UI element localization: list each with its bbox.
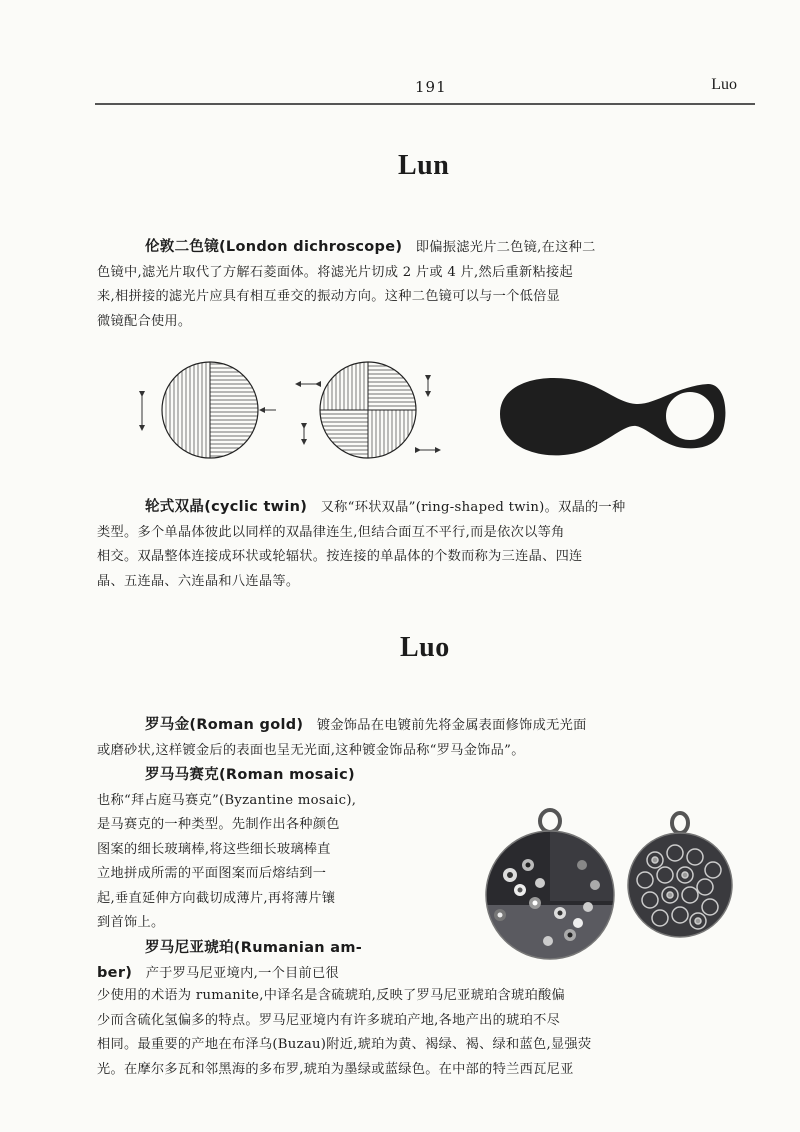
entry-cyclic-twin: 轮式双晶(cyclic twin) 又称“环状双晶”(ring-shaped twin)。双晶的一种 类型。多个单晶体彼此以同样的双晶律连生,但结合面互不平行,而是依次以等角 相交。双晶整体连接成环状或轮辐状。按连接的单晶体的个数而称为三连晶、四连 晶、五连晶、六连晶和八连晶等。: [97, 499, 626, 589]
entry-term: 罗马尼亚琥珀(Rumanian am-: [145, 939, 363, 956]
entry-london-dichroscope: 伦敦二色镜(London dichroscope) 即偏振滤光片二色镜,在这种二 色镜中,滤光片取代了方解石菱面体。将滤光片切成 2 片或 4 片,然后重新粘接起 来,相拼接的滤光片应具有相互垂交的振动方向。这种二色镜可以与一个低倍显 微镜配合使用。: [97, 239, 596, 329]
entry-term: 罗马马赛克(Roman mosaic): [145, 767, 355, 783]
four-piece-filter-diagram: [296, 358, 440, 468]
entry-term: 伦敦二色镜(London dichroscope): [145, 239, 403, 255]
running-head: Luo: [711, 76, 737, 93]
section-heading-luo: Luo: [400, 632, 450, 663]
entry-roman-gold: 罗马金(Roman gold) 镀金饰品在电镀前先将金属表面修饰成无光面 或磨砂状,这样镀金后的表面也呈无光面,这种镀金饰品称“罗马金饰品”。: [97, 717, 587, 758]
section-heading-lun: Lun: [398, 150, 450, 181]
large-mosaic-pendant: [486, 810, 620, 965]
page-header: [95, 70, 755, 100]
entry-rumanian-amber: 少使用的术语为 rumanite,中译名是含硫琥珀,反映了罗马尼亚琥珀含琥珀酸偏 少而含硫化氢偏多的特点。罗马尼亚境内有许多琥珀产地,各地产出的琥珀不尽 相同。最重要的产地在布泽乌(Buzau)附近,琥珀为黄、褐绿、褐、绿和蓝色,显强荧 光。在摩尔多瓦和邻黑海的多布罗,琥珀为墨绿或蓝绿色。在中部的特兰西瓦尼亚: [97, 988, 592, 1077]
mosaic-pendants-photo: [470, 795, 745, 980]
header-rule: [95, 103, 755, 105]
dichroscope-silhouette: [500, 378, 725, 455]
page-number: 191: [415, 78, 447, 96]
two-piece-filter-diagram: [142, 358, 276, 468]
dichroscope-figure: [128, 358, 728, 468]
entry-term: 罗马金(Roman gold): [145, 717, 304, 733]
entry-term: 轮式双晶(cyclic twin): [145, 499, 308, 515]
small-mosaic-pendant: [628, 813, 732, 937]
entry-roman-mosaic: 罗马马赛克(Roman mosaic) 也称“拜占庭马赛克”(Byzantine mosaic), 是马赛克的一种类型。先制作出各种颜色 图案的细长玻璃棒,将这些细长玻璃棒直 立地拼成所需的平面图案而后熔结到一 起,垂直延伸方向截切成薄片,再将薄片镶 到首饰上。 罗马尼亚琥珀(Rumanian am- ber) 产于罗马尼亚境内,一个目前已很: [97, 767, 363, 981]
